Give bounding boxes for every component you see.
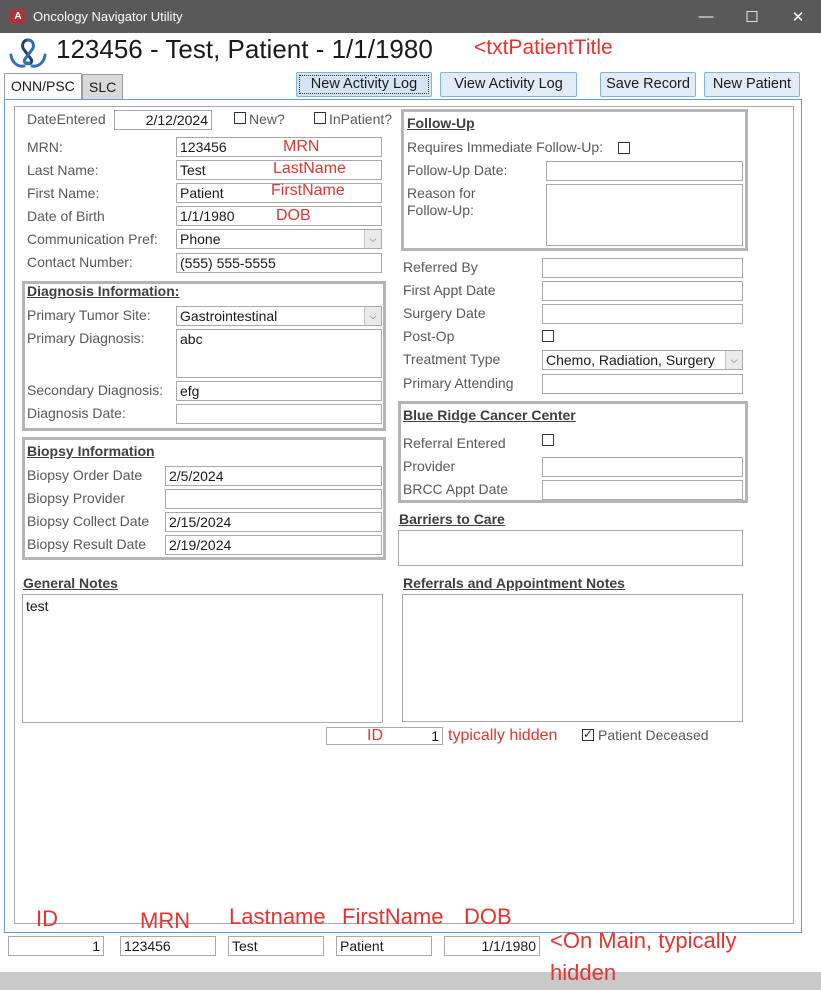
navigator-logo-icon [8, 37, 48, 69]
mrn-label: MRN: [27, 139, 63, 155]
annotation-footer-firstname: FirstName [342, 904, 444, 929]
biopsy-result-date-field[interactable]: 2/19/2024 [165, 535, 382, 555]
post-op-checkbox[interactable] [542, 330, 554, 342]
new-activity-log-button[interactable]: New Activity Log [296, 72, 432, 97]
treatment-type-value: Chemo, Radiation, Surgery [546, 352, 715, 368]
footer-id-field[interactable]: 1 [8, 936, 104, 956]
biopsy-result-date-label: Biopsy Result Date [27, 536, 147, 552]
communication-pref-value: Phone [180, 231, 221, 247]
annotation-footer-id: ID [36, 906, 58, 931]
follow-up-date-field[interactable] [546, 161, 743, 181]
treatment-type-label: Treatment Type [403, 351, 501, 367]
annotation-last-name: LastName [273, 160, 346, 177]
surgery-date-field[interactable] [542, 304, 743, 324]
footer-firstname-field[interactable]: Patient [336, 936, 432, 956]
brcc-appt-date-field[interactable] [542, 480, 743, 500]
primary-attending-field[interactable] [542, 374, 743, 394]
title-bar [0, 0, 821, 33]
annotation-typically-hidden: typically hidden [448, 727, 558, 744]
tab-onn-psc[interactable]: ONN/PSC [4, 73, 82, 100]
chevron-down-icon[interactable]: ⌵ [364, 307, 381, 325]
inpatient-label: InPatient? [329, 111, 393, 127]
brcc-provider-label: Provider [403, 458, 456, 474]
inpatient-checkbox[interactable] [314, 112, 326, 124]
patient-deceased-label: Patient Deceased [598, 727, 709, 743]
follow-up-heading: Follow-Up [407, 115, 475, 131]
dob-label: Date of Birth [27, 208, 105, 224]
annotation-dob: DOB [276, 207, 311, 224]
footer-mrn-field[interactable]: 123456 [120, 936, 216, 956]
primary-tumor-site-select[interactable] [176, 306, 382, 326]
first-name-field[interactable]: Patient [176, 183, 382, 203]
last-name-field[interactable]: Test [176, 160, 382, 180]
immediate-follow-up-checkbox[interactable] [618, 142, 630, 154]
communication-pref-select[interactable] [176, 229, 382, 249]
new-patient-button[interactable]: New Patient [704, 72, 800, 97]
first-appt-date-label: First Appt Date [403, 282, 496, 298]
communication-pref-label: Communication Pref: [27, 231, 158, 247]
general-notes-textarea[interactable]: test [22, 594, 383, 723]
diagnosis-date-field[interactable] [176, 404, 382, 424]
footer-dob-field[interactable]: 1/1/1980 [444, 936, 540, 956]
primary-attending-label: Primary Attending [403, 375, 514, 391]
barriers-heading: Barriers to Care [399, 511, 505, 527]
post-op-label: Post-Op [403, 328, 455, 344]
diagnosis-heading: Diagnosis Information: [27, 283, 180, 299]
reason-follow-up-label-2: Follow-Up: [407, 202, 474, 218]
id-value: 1 [431, 728, 439, 744]
mrn-field[interactable]: 123456 [176, 137, 382, 157]
annotation-on-main-line-1: <On Main, typically [550, 928, 737, 953]
new-label: New? [249, 111, 285, 127]
surgery-date-label: Surgery Date [403, 305, 486, 321]
referral-entered-label: Referral Entered [403, 435, 506, 451]
status-bar [0, 972, 821, 990]
annotation-mrn: MRN [283, 138, 320, 155]
immediate-follow-up-label: Requires Immediate Follow-Up: [407, 139, 604, 155]
follow-up-date-label: Follow-Up Date: [407, 162, 508, 178]
primary-tumor-site-label: Primary Tumor Site: [27, 307, 151, 323]
window-title: Oncology Navigator Utility [33, 9, 183, 24]
footer-lastname-field[interactable]: Test [228, 936, 324, 956]
reason-follow-up-label-1: Reason for [407, 185, 476, 201]
biopsy-order-date-label: Biopsy Order Date [27, 467, 143, 483]
dob-field[interactable]: 1/1/1980 [176, 206, 382, 226]
chevron-down-icon[interactable]: ⌵ [364, 230, 381, 248]
id-overlay-label: ID [367, 727, 383, 744]
tab-slc[interactable]: SLC [82, 74, 123, 100]
biopsy-collect-date-field[interactable]: 2/15/2024 [165, 512, 382, 532]
annotation-first-name: FirstName [271, 182, 345, 199]
first-name-label: First Name: [27, 185, 100, 201]
date-entered-field[interactable]: 2/12/2024 [114, 110, 212, 130]
biopsy-provider-field[interactable] [165, 489, 382, 509]
access-app-icon: A [10, 9, 26, 24]
contact-number-field[interactable]: (555) 555-5555 [176, 253, 382, 273]
id-field[interactable] [326, 727, 443, 745]
brcc-provider-field[interactable] [542, 457, 743, 477]
first-appt-date-field[interactable] [542, 281, 743, 301]
primary-diagnosis-label: Primary Diagnosis: [27, 330, 145, 346]
brcc-appt-date-label: BRCC Appt Date [403, 481, 509, 497]
annotation-footer-mrn: MRN [140, 908, 191, 933]
primary-diagnosis-textarea[interactable]: abc [176, 329, 382, 378]
contact-number-label: Contact Number: [27, 254, 133, 270]
annotation-footer-dob: DOB [464, 904, 512, 929]
general-notes-heading: General Notes [23, 575, 118, 591]
annotation-on-main-line-2: hidden [550, 960, 617, 985]
referred-by-field[interactable] [542, 258, 743, 278]
annotation-footer-lastname: Lastname [229, 904, 326, 929]
biopsy-collect-date-label: Biopsy Collect Date [27, 513, 150, 529]
date-entered-label: DateEntered [27, 111, 106, 127]
patient-title: 123456 - Test, Patient - 1/1/1980 [56, 34, 433, 64]
treatment-type-select[interactable] [542, 350, 743, 370]
diagnosis-date-label: Diagnosis Date: [27, 405, 126, 421]
referral-notes-heading: Referrals and Appointment Notes [403, 575, 625, 591]
new-checkbox[interactable] [234, 112, 246, 124]
close-button[interactable]: ✕ [791, 8, 805, 26]
biopsy-heading: Biopsy Information [27, 443, 155, 459]
barriers-textarea[interactable] [398, 530, 743, 566]
primary-tumor-site-value: Gastrointestinal [180, 308, 278, 324]
patient-deceased-checkbox[interactable] [582, 729, 594, 741]
minimize-button[interactable]: — [698, 8, 714, 25]
secondary-diagnosis-label: Secondary Diagnosis: [27, 382, 164, 398]
biopsy-provider-label: Biopsy Provider [27, 490, 126, 506]
annotation-patient-title: <txtPatientTitle [474, 36, 613, 59]
view-activity-log-button[interactable]: View Activity Log [440, 72, 577, 97]
referral-notes-textarea[interactable] [402, 594, 743, 722]
last-name-label: Last Name: [27, 162, 99, 178]
brcc-heading: Blue Ridge Cancer Center [403, 407, 576, 423]
secondary-diagnosis-field[interactable]: efg [176, 381, 382, 401]
referred-by-label: Referred By [403, 259, 478, 275]
chevron-down-icon[interactable]: ⌵ [725, 351, 742, 369]
biopsy-order-date-field[interactable]: 2/5/2024 [165, 466, 382, 486]
reason-follow-up-textarea[interactable] [546, 184, 743, 246]
maximize-button[interactable]: ☐ [745, 8, 759, 26]
save-record-button[interactable]: Save Record [600, 72, 696, 97]
referral-entered-checkbox[interactable] [542, 434, 554, 446]
